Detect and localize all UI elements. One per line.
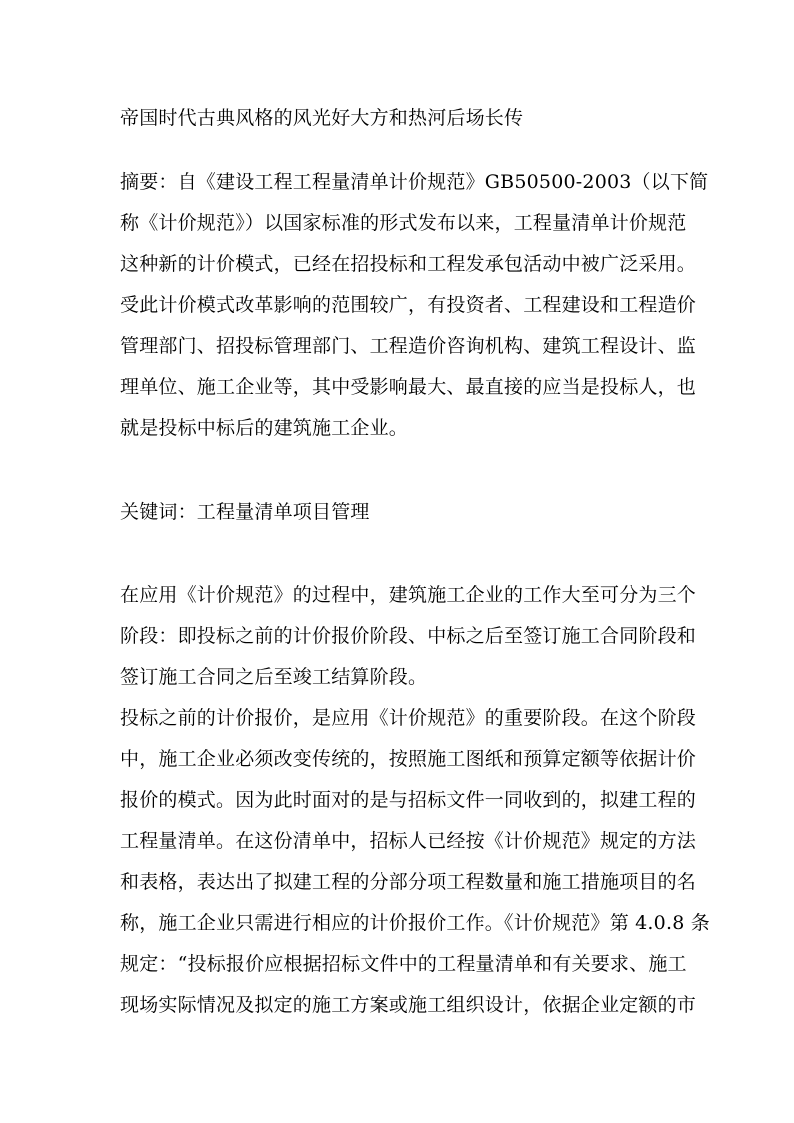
abstract-line: 称《计价规范》）以国家标准的形式发布以来，工程量清单计价规范 <box>120 212 687 234</box>
paragraph-line: 阶段：即投标之前的计价报价阶段、中标之后至签订施工合同阶段和 <box>120 625 697 647</box>
paragraph-line: 中，施工企业必须改变传统的，按照施工图纸和预算定额等依据计价 <box>120 748 697 770</box>
abstract-line: 受此计价模式改革影响的范围较广，有投资者、工程建设和工程造价 <box>120 294 697 316</box>
abstract-line: 管理部门、招投标管理部门、工程造价咨询机构、建筑工程设计、监 <box>120 335 697 357</box>
paragraph-line: 称，施工企业只需进行相应的计价报价工作。《计价规范》第 4.0.8 条 <box>120 912 710 934</box>
paragraph-line: 和表格，表达出了拟建工程的分部分项工程数量和施工措施项目的名 <box>120 871 697 893</box>
paragraph-line: 投标之前的计价报价，是应用《计价规范》的重要阶段。在这个阶段 <box>120 707 697 729</box>
paragraph-line: 工程量清单。在这份清单中，招标人已经按《计价规范》规定的方法 <box>120 830 697 852</box>
paragraph-line: 现场实际情况及拟定的施工方案或施工组织设计，依据企业定额的市 <box>120 994 697 1016</box>
paragraph-line: 签订施工合同之后至竣工结算阶段。 <box>120 666 428 688</box>
paragraph-line: 报价的模式。因为此时面对的是与招标文件一同收到的，拟建工程的 <box>120 789 697 811</box>
abstract-line: 摘要：自《建设工程工程量清单计价规范》GB50500-2003（以下简 <box>120 171 709 193</box>
document-title: 帝国时代古典风格的风光好大方和热河后场长传 <box>120 107 524 129</box>
abstract-line: 这种新的计价模式，已经在招投标和工程发承包活动中被广泛采用。 <box>120 253 697 275</box>
paragraph-line: 规定：“投标报价应根据招标文件中的工程量清单和有关要求、施工 <box>120 953 687 975</box>
paragraph-line: 在应用《计价规范》的过程中，建筑施工企业的工作大至可分为三个 <box>120 584 697 606</box>
abstract-line: 理单位、施工企业等，其中受影响最大、最直接的应当是投标人，也 <box>120 376 697 398</box>
abstract-line: 就是投标中标后的建筑施工企业。 <box>120 417 409 439</box>
keywords: 关键词：工程量清单项目管理 <box>120 501 370 523</box>
